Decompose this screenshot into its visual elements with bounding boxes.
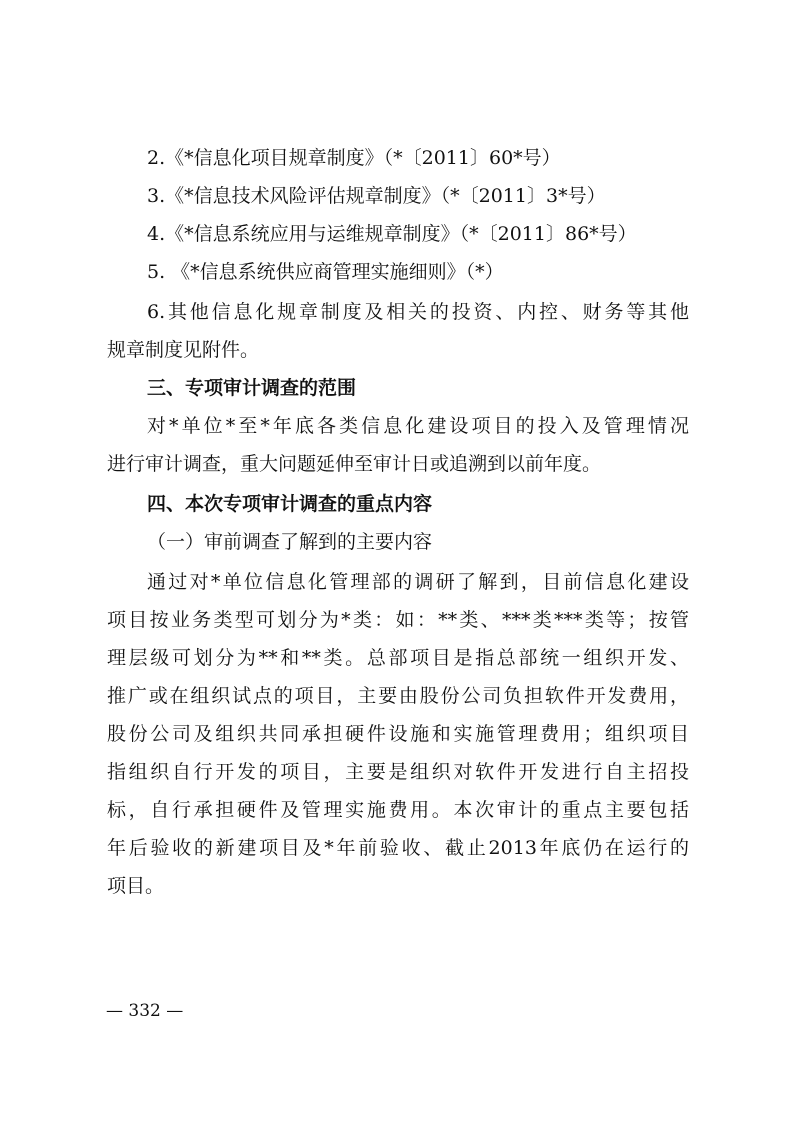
paragraph-line-6: 指组织自行开发的项目，主要是组织对软件开发进行自主招投 [107, 761, 689, 783]
paragraph-line-3: 理层级可划分为**和**类。总部项目是指总部统一组织开发、 [107, 647, 689, 669]
list-item-6-line-1: 6.其他信息化规章制度及相关的投资、内控、财务等其他 [147, 301, 689, 323]
page-number: — 332 — [106, 1001, 184, 1021]
paragraph-line-5: 股份公司及组织共同承担硬件设施和实施管理费用；组织项目 [107, 723, 689, 745]
section-4-subheading: （一）审前调查了解到的主要内容 [147, 531, 433, 553]
paragraph-line-9: 项目。 [107, 875, 165, 897]
section-4-heading: 四、本次专项审计调查的重点内容 [147, 493, 433, 515]
section-3-line-2: 进行审计调查，重大问题延伸至审计日或追溯到以前年度。 [107, 453, 602, 475]
list-item-4: 4.《*信息系统应用与运维规章制度》（*〔2011〕86*号） [147, 223, 637, 245]
paragraph-line-1: 通过对*单位信息化管理部的调研了解到，目前信息化建设 [147, 571, 689, 593]
section-3-line-1: 对*单位*至*年底各类信息化建设项目的投入及管理情况 [147, 415, 689, 437]
list-item-6-line-2: 规章制度见附件。 [107, 339, 260, 361]
section-3-heading: 三、专项审计调查的范围 [147, 377, 357, 399]
paragraph-line-8: 年后验收的新建项目及*年前验收、截止2013年底仍在运行的 [107, 837, 689, 859]
list-item-3: 3.《*信息技术风险评估规章制度》（*〔2011〕3*号） [147, 185, 606, 207]
list-item-2: 2.《*信息化项目规章制度》（*〔2011〕60*号） [147, 147, 561, 169]
paragraph-line-2: 项目按业务类型可划分为*类：如：**类、***类***类等；按管 [107, 609, 689, 631]
list-item-5: 5. 《*信息系统供应商管理实施细则》（*） [147, 261, 504, 283]
paragraph-line-7: 标，自行承担硬件及管理实施费用。本次审计的重点主要包括 [107, 799, 689, 821]
paragraph-line-4: 推广或在组织试点的项目，主要由股份公司负担软件开发费用， [107, 685, 689, 707]
